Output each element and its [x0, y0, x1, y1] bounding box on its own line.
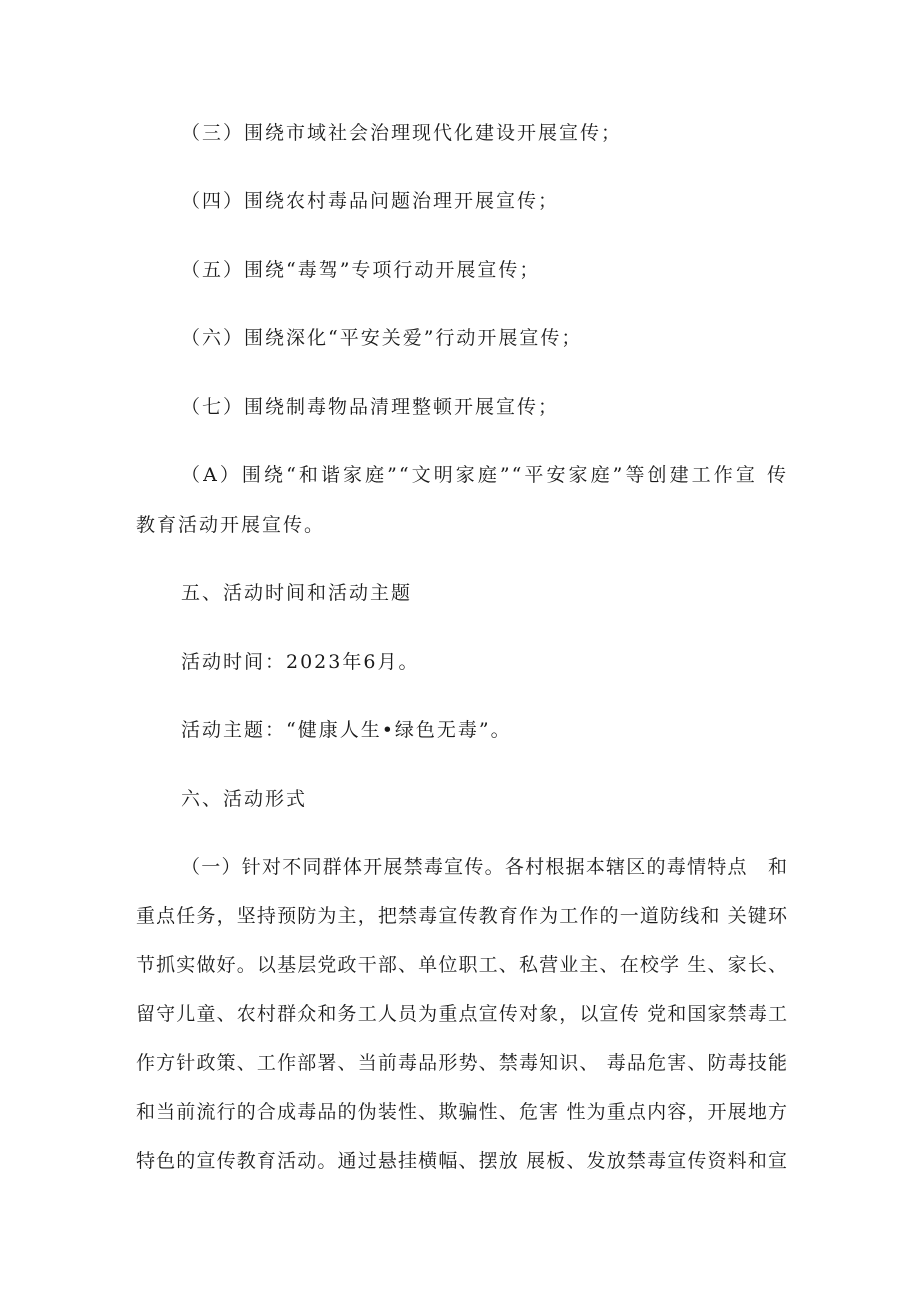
list-item-3: （三）围绕市域社会治理现代化建设开展宣传；	[181, 122, 623, 144]
list-item-7: （七）围绕制毒物品清理整顿开展宣传；	[181, 396, 560, 418]
list-item-6: （六）围绕深化“平安关爱”行动开展宣传；	[181, 327, 583, 349]
paragraph-line: 特色的宣传教育活动。通过悬挂横幅、摆放 展板、发放禁毒宣传资料和宣	[136, 1150, 788, 1172]
paragraph-line: 留守儿童、农村群众和务工人员为重点宣传对象，以宣传 党和国家禁毒工	[136, 1003, 788, 1025]
section-6-heading: 六、活动形式	[181, 788, 308, 810]
paragraph-line: 节抓实做好。以基层党政干部、单位职工、私营业主、在校学 生、家长、	[136, 954, 788, 976]
section-5-heading: 五、活动时间和活动主题	[181, 582, 413, 604]
paragraph-line: 作方针政策、工作部署、当前毒品形势、禁毒知识、 毒品危害、防毒技能	[136, 1052, 788, 1074]
paragraph-line: 重点任务，坚持预防为主，把禁毒宣传教育作为工作的一道防线和 关键环	[136, 905, 788, 927]
list-item-5: （五）围绕“毒驾”专项行动开展宣传；	[181, 259, 541, 281]
activity-time: 活动时间：2023年6月。	[181, 651, 420, 673]
list-item-4: （四）围绕农村毒品问题治理开展宣传；	[181, 190, 560, 212]
list-item-8-line2: 教育活动开展宣传。	[136, 514, 326, 536]
paragraph-line: 和当前流行的合成毒品的伪装性、欺骗性、危害 性为重点内容，开展地方	[136, 1101, 788, 1123]
list-item-8-line1: （A）围绕“和谐家庭”“文明家庭”“平安家庭”等创建工作宣 传	[181, 464, 788, 486]
activity-theme: 活动主题：“健康人生•绿色无毒”。	[181, 719, 512, 741]
paragraph-line: （一）针对不同群体开展禁毒宣传。各村根据本辖区的毒情特点 和	[181, 856, 788, 878]
